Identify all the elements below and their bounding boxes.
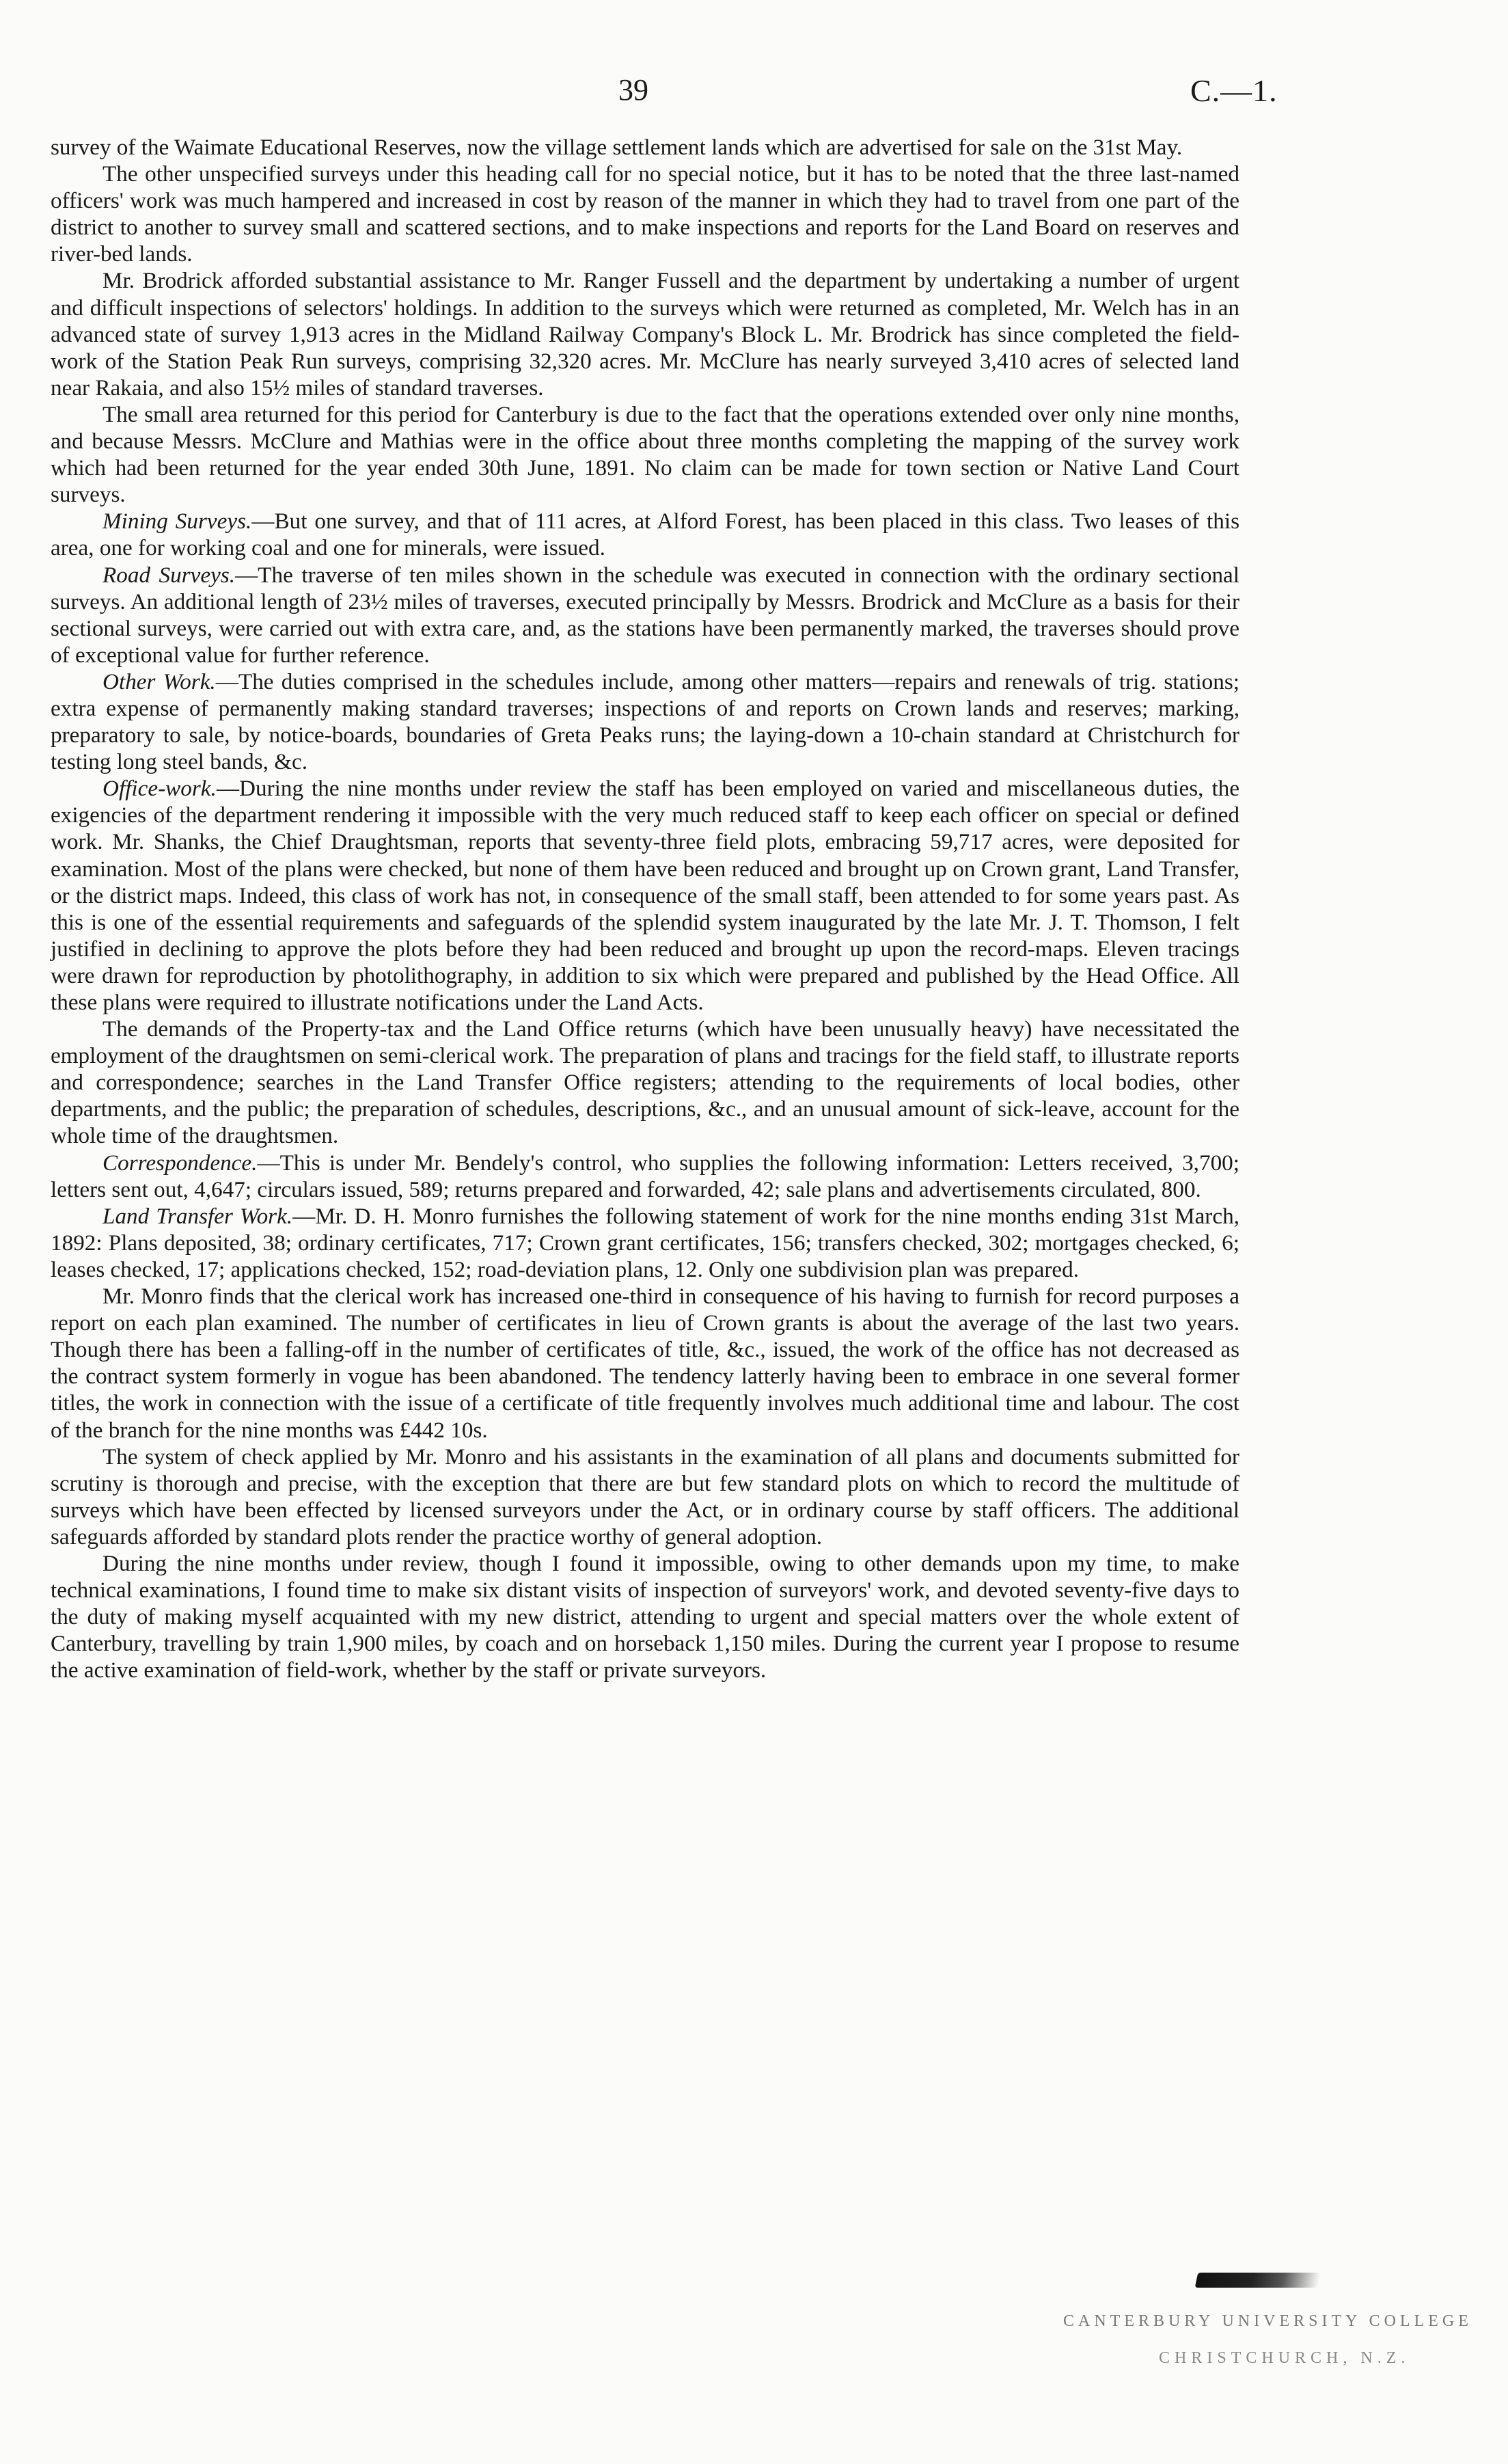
paragraph [51,1203,1239,1283]
paragraph [51,134,1239,161]
paragraph [51,562,1239,668]
paragraph [51,1444,1239,1550]
paragraph [51,1016,1239,1149]
paragraph-text: The other unspecified surveys under this heading call for no special notice, but it has to be noted that the three last-named officers' work was much hampered and increased in cost by reason of the manner in which they had to travel from one part of the district to another to survey small and scattered sections, and to make inspections and reports for the Land Board on reserves and river-bed lands. [51,161,1239,267]
paragraph [51,1550,1239,1683]
stamp-mark [1195,2273,1321,2288]
section-heading: Office-work. [102,776,217,802]
library-stamp [1063,2273,1473,2402]
paragraph [51,161,1239,267]
paragraph [51,775,1239,1016]
paragraph-text: —But one survey, and that of 111 acres, at Alford Forest, has been placed in this class. Two leases of this area, one for working coal and one for minerals, were issued. [51,509,1240,561]
section-heading: Correspondence. [102,1150,258,1176]
paragraph-text: —Mr. D. H. Monro furnishes the following statement of work for the nine months ending 31st March, 1892: Plans deposited, 38; ordinary certificates, 717; Crown grant certificates, 156; transfers checked, 302; mortgages checked, 6; leases checked, 17; applications checked, 152; road-deviation plans, 12. Only one subdivision plan was prepared. [51,1203,1239,1282]
body-text [51,134,1239,1683]
paragraph-text: —The duties comprised in the schedules include, among other matters—repairs and renewals of trig. stations; extra expense of permanently making standard traverses; inspections of and reports on Crown lands and reserves; marking, preparatory to sale, by notice-boards, boundaries of Greta Peaks runs; the laying-down a 10-chain standard at Christchurch for testing long steel bands, &c. [51,668,1239,775]
page-header [0,72,1508,113]
paragraph-text: Mr. Monro finds that the clerical work has increased one-third in consequence of his having to furnish for record purposes a report on each plan examined. The number of certificates in lieu of Crown grants is about the average of the last two years. Though there has been a falling-off in the number of certificates of title, &c., issued, the work of the office has not decreased as the contract system formerly in vogue has been abandoned. The tendency latterly having been to embrace in one several former titles, the work in connection with the issue of a certificate of title frequently involves much additional time and labour. The cost of the branch for the nine months was £442 10s. [51,1284,1239,1443]
section-heading: Road Surveys. [102,562,236,588]
paragraph-text: —This is under Mr. Bendely's control, who supplies the following information: Letters received, 3,700; letters sent out, 4,647; circulars issued, 589; returns prepared and forwarded, 42; sale plans and advertisements circulated, 800. [51,1150,1239,1202]
page-number: 39 [618,73,648,107]
stamp-institution: CANTERBURY UNIVERSITY COLLEGE [1063,2312,1472,2330]
paragraph-text: survey of the Waimate Educational Reserves, now the village settlement lands which are advertised for sale on the 31st May. [51,135,1183,160]
paragraph-text: Mr. Brodrick afforded substantial assistance to Mr. Ranger Fussell and the department by undertaking a number of urgent and difficult inspections of selectors' holdings. In addition to the surveys which were returned as completed, Mr. Welch has in an advanced state of survey 1,913 acres in the Midland Railway Company's Block L. Mr. Brodrick has since completed the field-work of the Station Peak Run surveys, comprising 32,320 acres. Mr. McClure has nearly surveyed 3,410 acres of selected land near Rakaia, and also 15½ miles of standard traverses. [51,268,1239,401]
paragraph-text: The system of check applied by Mr. Monro and his assistants in the examination of all plans and documents submitted for scrutiny is thorough and precise, with the exception that there are but few standard plots on which to record the multitude of surveys which have been effected by licensed surveyors under the Act, or in ordinary course by staff officers. The additional safeguards afforded by standard plots render the practice worthy of general adoption. [51,1444,1239,1549]
section-heading: Mining Surveys. [102,509,252,534]
paragraph [51,508,1239,561]
paragraph-text: —The traverse of ten miles shown in the schedule was executed in connection with the ordinary sectional surveys. An additional length of 23½ miles of traverses, executed principally by Messrs. Brodrick and McClure as a basis for their sectional surveys, were carried out with extra care, and, as the stations have been permanently marked, the traverses should prove of exceptional value for further reference. [51,562,1239,668]
section-heading: Other Work. [102,668,216,694]
paragraph-text: The demands of the Property-tax and the Land Office returns (which have been unusually heavy) have necessitated the employment of the draughtsmen on semi-clerical work. The preparation of plans and tracings for the field staff, to illustrate reports and correspondence; searches in the Land Transfer Office registers; attending to the requirements of local bodies, other departments, and the public; the preparation of schedules, descriptions, &c., and an unusual amount of sick-leave, account for the whole time of the draughtsmen. [51,1016,1239,1149]
section-heading: Land Transfer Work. [102,1203,293,1229]
stamp-location: CHRISTCHURCH, N.Z. [1159,2349,1410,2367]
paragraph [51,1150,1239,1203]
paragraph [51,668,1239,775]
paragraph [51,401,1239,508]
paragraph-text: During the nine months under review, though I found it impossible, owing to other demands upon my time, to make technical examinations, I found time to make six distant visits of inspection of surveyors' work, and devoted seventy-five days to the duty of making myself acquainted with my new district, attending to urgent and special matters over the whole extent of Canterbury, travelling by train 1,900 miles, by coach and on horseback 1,150 miles. During the current year I propose to resume the active examination of field-work, whether by the staff or private surveyors. [51,1550,1239,1683]
paragraph-text: —During the nine months under review the staff has been employed on varied and miscellaneous duties, the exigencies of the department rendering it impossible with the very much reduced staff to keep each officer on special or defined work. Mr. Shanks, the Chief Draughtsman, reports that seventy-three field plots, embracing 59,717 acres, were deposited for examination. Most of the plans were checked, but none of them have been reduced and brought up on Crown grant, Land Transfer, or the district maps. Indeed, this class of work has not, in consequence of the small staff, been attended to for some years past. As this is one of the essential requirements and safeguards of the splendid system inaugurated by the late Mr. J. T. Thomson, I felt justified in declining to approve the plots before they had been reduced and brought up upon the record-maps. Eleven tracings were drawn for reproduction by photolithography, in addition to six which were prepared and published by the Head Office. All these plans were required to illustrate notifications under the Land Acts. [51,776,1239,1015]
paragraph-text: The small area returned for this period for Canterbury is due to the fact that the operations extended over only nine months, and because Messrs. McClure and Mathias were in the office about three months completing the mapping of the survey work which had been returned for the year ended 30th June, 1891. No claim can be made for town section or Native Land Court surveys. [51,401,1239,508]
paragraph [51,267,1239,401]
paragraph [51,1283,1239,1444]
document-reference: C.—1. [1190,73,1278,108]
